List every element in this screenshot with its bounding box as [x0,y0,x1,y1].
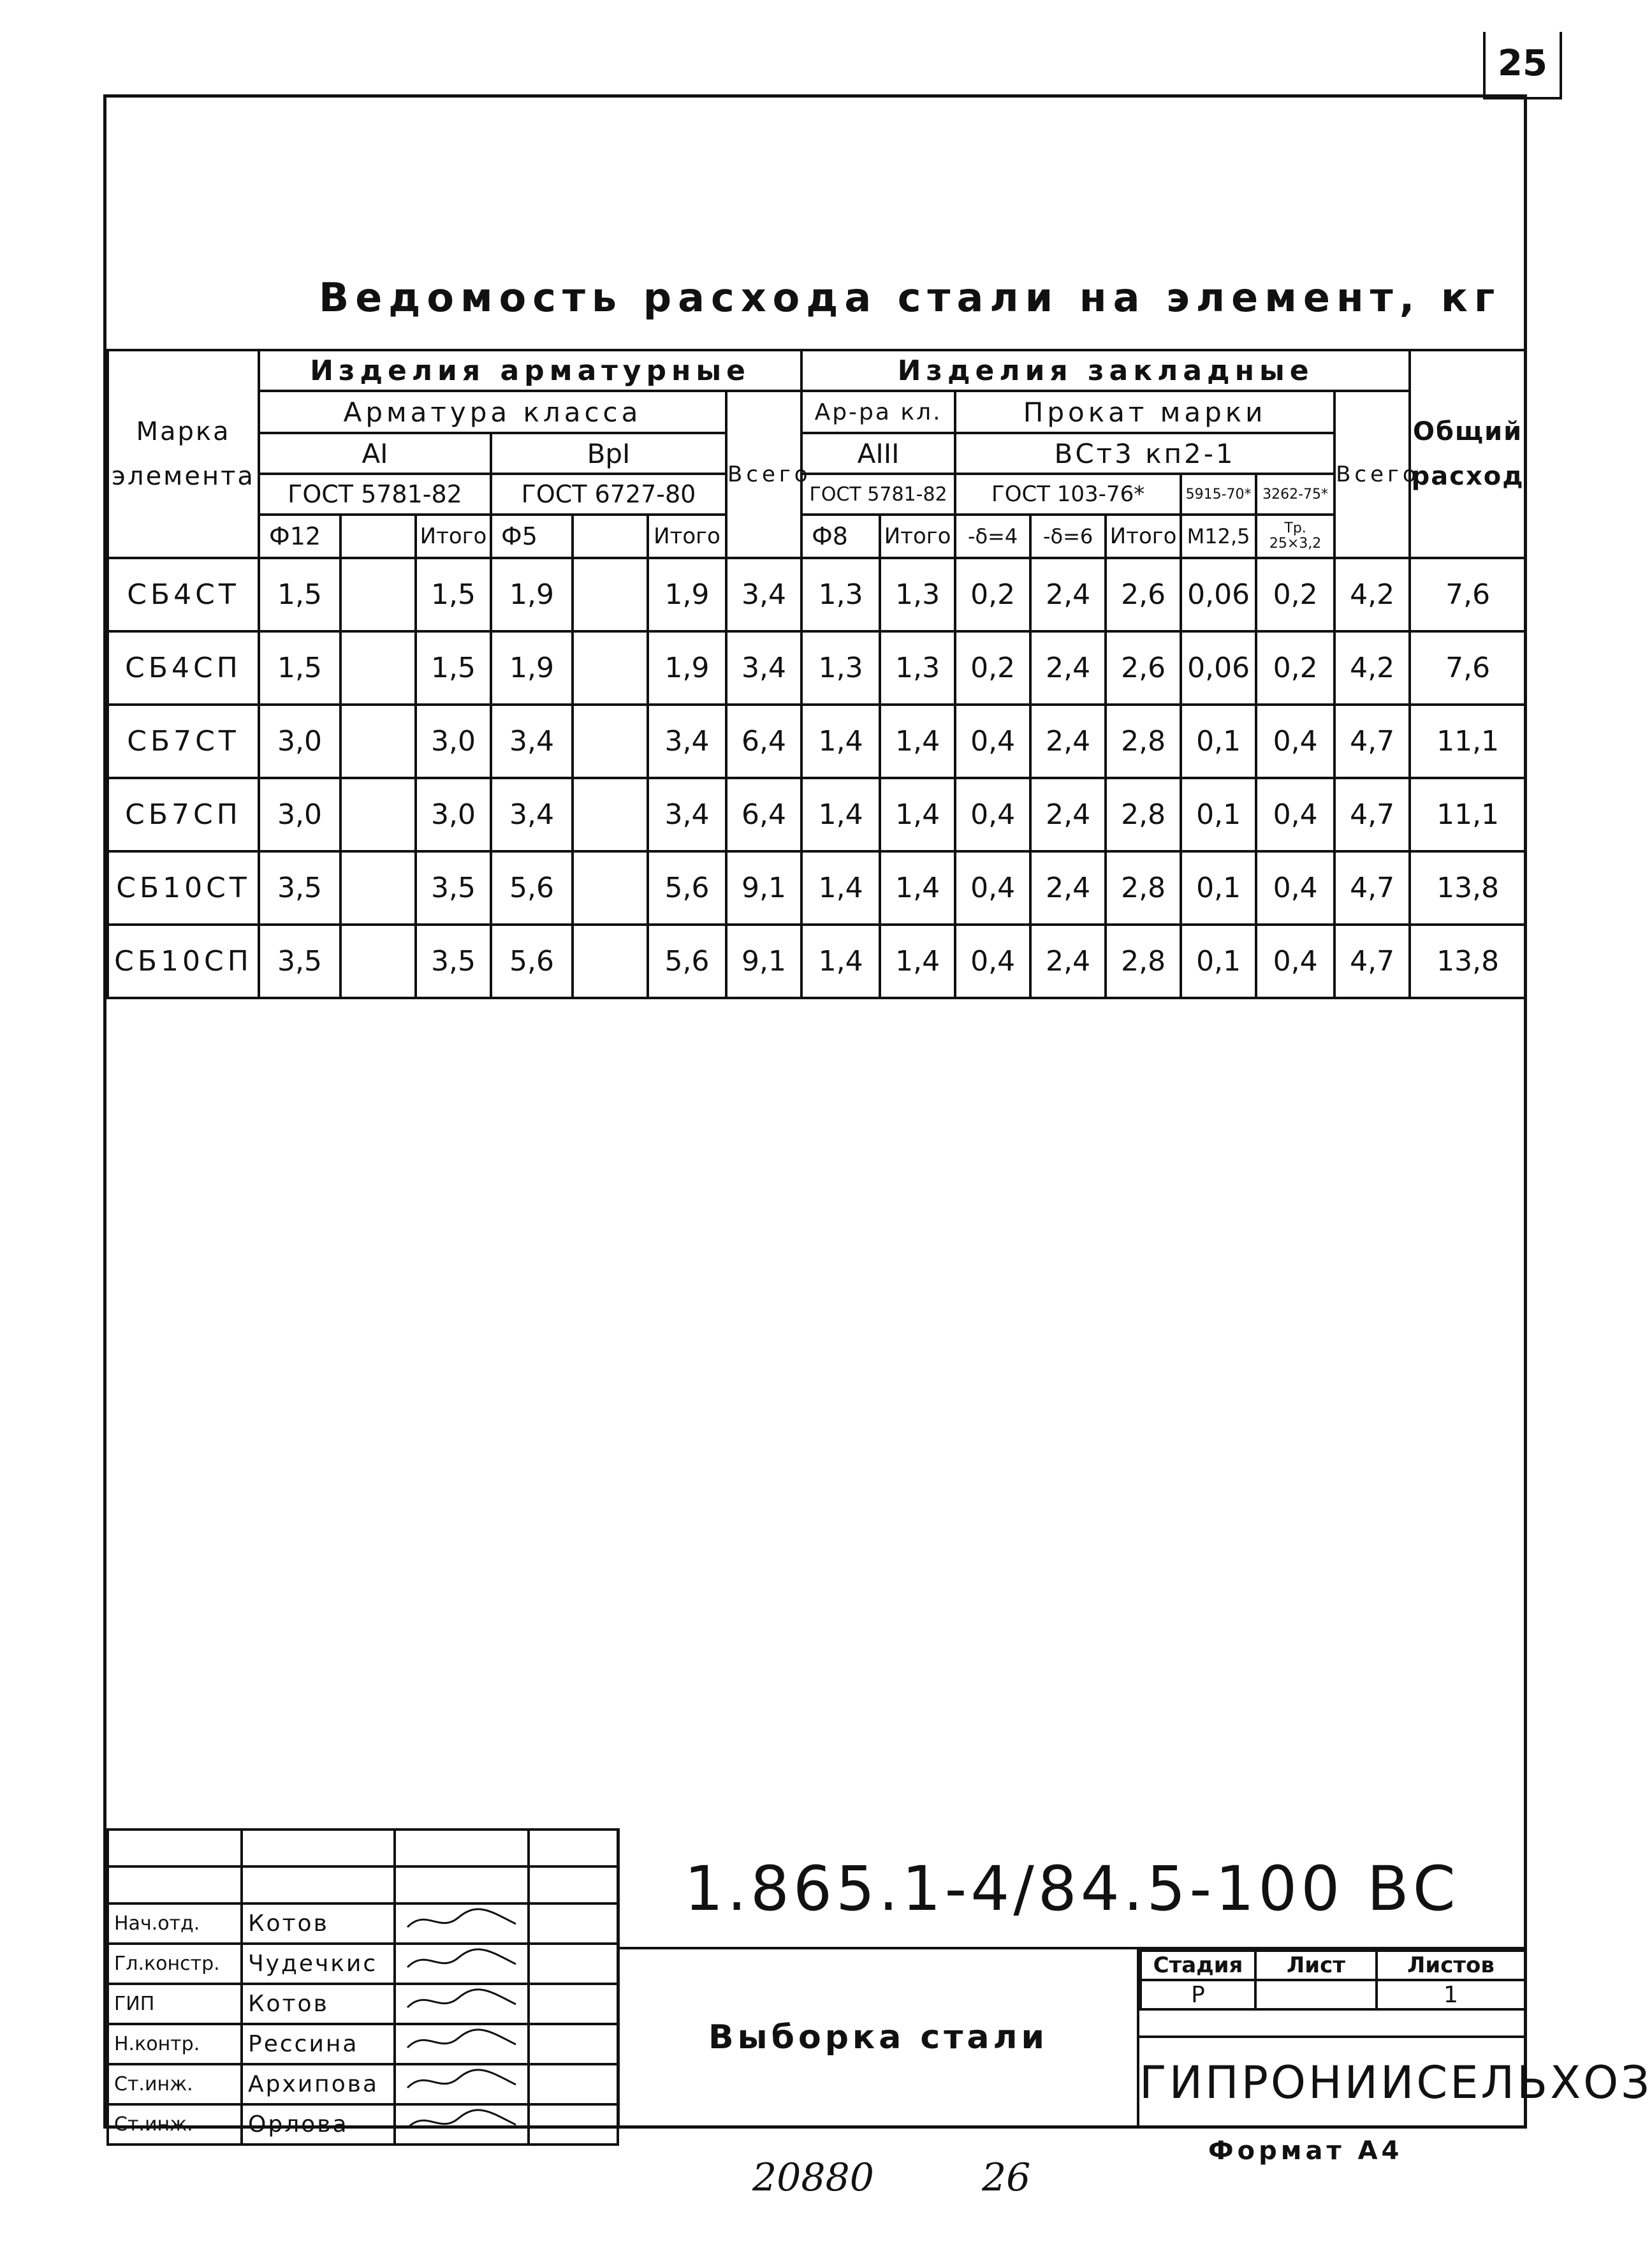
cell-f12x [340,631,416,705]
blank-cell [108,1866,242,1903]
blank-cell [242,1866,395,1903]
cell-v2: 4,2 [1334,631,1410,705]
element-mark: СБ7СТ [108,705,259,778]
cell-f12x [340,925,416,998]
cell-d4: 0,2 [955,558,1030,631]
cell-v1: 9,1 [726,851,801,925]
cell-it3: 1,4 [880,925,955,998]
sheet-number: 25 [1483,32,1562,99]
cell-it2: 1,9 [648,558,726,631]
cell-f12x [340,778,416,851]
signature-row [108,1944,618,1984]
header-class-aiii: АIII [801,433,955,474]
table-row [108,558,1526,631]
cell-f12x [340,558,416,631]
cell-it4: 2,8 [1106,705,1181,778]
date [529,2064,618,2104]
element-mark: СБ10СП [108,925,259,998]
cell-it4: 2,6 [1106,631,1181,705]
format-label: Формат А4 [1208,2136,1403,2166]
inventory-number: 20880 [752,2155,874,2200]
signature-row [108,1903,618,1944]
cell-it3: 1,3 [880,631,955,705]
cell-f5: 1,9 [491,631,573,705]
cell-v2: 4,7 [1334,851,1410,925]
cell-it1: 1,5 [416,631,491,705]
role: Ст.инж. [108,2064,242,2104]
signature [395,2024,529,2064]
cell-d6: 2,4 [1030,925,1106,998]
blank-cell [529,1830,618,1866]
role: Гл.констр. [108,1944,242,1984]
cell-f5x [573,778,648,851]
cell-f5x [573,631,648,705]
stage-value: Р [1141,1980,1255,2009]
cell-m125: 0,1 [1181,851,1256,925]
header-ar-ra: Ар-ра кл. [801,391,955,433]
steel-spec-table [106,349,1527,999]
date [529,1984,618,2024]
col-f5: Ф5 [491,515,573,558]
cell-tr: 0,4 [1256,778,1334,851]
signature [395,2064,529,2104]
cell-it2: 3,4 [648,778,726,851]
cell-f12: 1,5 [259,631,340,705]
cell-v2: 4,7 [1334,925,1410,998]
cell-m125: 0,1 [1181,925,1256,998]
cell-tr: 0,2 [1256,558,1334,631]
cell-m125: 0,1 [1181,705,1256,778]
person-name: Котов [242,1903,395,1944]
signature-row-blank [108,1830,618,1866]
cell-it1: 3,5 [416,851,491,925]
cell-it1: 1,5 [416,558,491,631]
cell-it2: 1,9 [648,631,726,705]
cell-it3: 1,4 [880,705,955,778]
header-gost-3262: 3262-75* [1256,474,1334,515]
cell-f12x [340,851,416,925]
cell-v1: 3,4 [726,558,801,631]
col-f12: Ф12 [259,515,340,558]
role: Н.контр. [108,2024,242,2064]
cell-it2: 5,6 [648,851,726,925]
cell-total: 13,8 [1410,851,1526,925]
cell-f5: 1,9 [491,558,573,631]
cell-f12x [340,705,416,778]
header-armatur: Изделия арматурные [259,350,801,391]
cell-d4: 0,2 [955,631,1030,705]
blank-cell [395,1866,529,1903]
cell-f12: 3,5 [259,925,340,998]
cell-f12: 1,5 [259,558,340,631]
cell-it2: 3,4 [648,705,726,778]
cell-it4: 2,8 [1106,778,1181,851]
cell-v1: 6,4 [726,778,801,851]
date [529,1903,618,1944]
person-name: Котов [242,1984,395,2024]
page-number: 26 [982,2155,1031,2200]
header-gost-103: ГОСТ 103-76* [955,474,1181,515]
col-itogo-1: Итого [416,515,491,558]
person-name: Архипова [242,2064,395,2104]
cell-f5: 3,4 [491,705,573,778]
table-row [108,851,1526,925]
col-itogo-4: Итого [1106,515,1181,558]
header-vsego-2: Всего [1334,391,1410,558]
signature-row-blank [108,1866,618,1903]
cell-d6: 2,4 [1030,851,1106,925]
cell-f8: 1,4 [801,925,880,998]
cell-f8: 1,4 [801,778,880,851]
person-name: Орлова [242,2104,395,2145]
cell-f8: 1,4 [801,705,880,778]
role: Нач.отд. [108,1903,242,1944]
cell-v2: 4,7 [1334,778,1410,851]
cell-d6: 2,4 [1030,631,1106,705]
cell-tr: 0,4 [1256,705,1334,778]
cell-it2: 5,6 [648,925,726,998]
cell-d4: 0,4 [955,778,1030,851]
organization-name: ГИПРОНИИСЕЛЬХОЗ [1139,2035,1524,2125]
blank-cell [529,1866,618,1903]
col-itogo-3: Итого [880,515,955,558]
cell-it4: 2,8 [1106,925,1181,998]
date [529,1944,618,1984]
sheet-value [1255,1980,1377,2009]
header-marka: Марка элемента [108,350,259,558]
blank-cell [108,1830,242,1866]
signature-row [108,2024,618,2064]
cell-v2: 4,2 [1334,558,1410,631]
col-m125: М12,5 [1181,515,1256,558]
role: ГИП [108,1984,242,2024]
header-class-bpi: ВрI [491,433,726,474]
cell-v2: 4,7 [1334,705,1410,778]
col-f8: Ф8 [801,515,880,558]
cell-total: 11,1 [1410,705,1526,778]
blank-cell [395,1830,529,1866]
signature [395,1903,529,1944]
header-gost-5781-b: ГОСТ 5781-82 [801,474,955,515]
date [529,2104,618,2145]
cell-it3: 1,4 [880,851,955,925]
cell-f5x [573,925,648,998]
title-block [106,1828,1652,2138]
signature-row [108,1984,618,2024]
col-d6: -δ=6 [1030,515,1106,558]
cell-it1: 3,5 [416,925,491,998]
element-mark: СБ4СТ [108,558,259,631]
document-name: Выборка стали [617,1949,1139,2125]
header-steel-grade: ВСт3 кп2-1 [955,433,1334,474]
cell-f8: 1,3 [801,631,880,705]
page-title: Ведомость расхода стали на элемент, кг [319,274,1502,321]
cell-f5: 5,6 [491,925,573,998]
signature-row [108,2104,618,2145]
header-class-ai: АI [259,433,491,474]
cell-tr: 0,4 [1256,925,1334,998]
element-mark: СБ10СТ [108,851,259,925]
signature-table [106,1828,619,2146]
cell-m125: 0,06 [1181,558,1256,631]
cell-it3: 1,4 [880,778,955,851]
cell-f5x [573,851,648,925]
col-empty-1 [340,515,416,558]
header-gost-5781: ГОСТ 5781-82 [259,474,491,515]
signature [395,2104,529,2145]
cell-f5: 5,6 [491,851,573,925]
cell-tr: 0,2 [1256,631,1334,705]
col-tr: Тр. 25×3,2 [1256,515,1334,558]
table-row [108,705,1526,778]
header-armatura-klassa: Арматура класса [259,391,726,433]
signature [395,1984,529,2024]
stage-label: Стадия [1141,1951,1255,1980]
person-name: Рессина [242,2024,395,2064]
table-row [108,925,1526,998]
cell-tr: 0,4 [1256,851,1334,925]
cell-it3: 1,3 [880,558,955,631]
header-total: Общий расход [1410,350,1526,558]
cell-v1: 9,1 [726,925,801,998]
cell-total: 7,6 [1410,631,1526,705]
sheets-label: Листов [1377,1951,1525,1980]
date [529,2024,618,2064]
element-mark: СБ4СП [108,631,259,705]
cell-d6: 2,4 [1030,778,1106,851]
signature-row [108,2064,618,2104]
cell-f12: 3,0 [259,778,340,851]
table-row [108,778,1526,851]
element-mark: СБ7СП [108,778,259,851]
cell-f5: 3,4 [491,778,573,851]
stage-table [1139,1949,1526,2011]
cell-d6: 2,4 [1030,705,1106,778]
cell-v1: 3,4 [726,631,801,705]
header-gost-6727: ГОСТ 6727-80 [491,474,726,515]
table-row [108,631,1526,705]
header-prokat: Прокат марки [955,391,1334,433]
blank-cell [242,1830,395,1866]
header-gost-5915: 5915-70* [1181,474,1256,515]
role: Ст.инж. [108,2104,242,2145]
cell-d4: 0,4 [955,925,1030,998]
cell-v1: 6,4 [726,705,801,778]
cell-f8: 1,3 [801,558,880,631]
cell-total: 13,8 [1410,925,1526,998]
sheets-value: 1 [1377,1980,1525,2009]
cell-m125: 0,1 [1181,778,1256,851]
cell-f8: 1,4 [801,851,880,925]
cell-d4: 0,4 [955,705,1030,778]
signature [395,1944,529,1984]
cell-total: 7,6 [1410,558,1526,631]
sheet-label: Лист [1255,1951,1377,1980]
person-name: Чудечкис [242,1944,395,1984]
col-itogo-2: Итого [648,515,726,558]
cell-d6: 2,4 [1030,558,1106,631]
cell-f5x [573,558,648,631]
cell-d4: 0,4 [955,851,1030,925]
cell-total: 11,1 [1410,778,1526,851]
cell-it4: 2,8 [1106,851,1181,925]
cell-it1: 3,0 [416,778,491,851]
cell-f12: 3,5 [259,851,340,925]
cell-it1: 3,0 [416,705,491,778]
header-zaklad: Изделия закладные [801,350,1410,391]
header-vsego-1: Всего [726,391,801,558]
cell-it4: 2,6 [1106,558,1181,631]
cell-f12: 3,0 [259,705,340,778]
document-code: 1.865.1-4/84.5-100 ВС [617,1828,1524,1949]
col-d4: -δ=4 [955,515,1030,558]
col-empty-2 [573,515,648,558]
cell-f5x [573,705,648,778]
cell-m125: 0,06 [1181,631,1256,705]
